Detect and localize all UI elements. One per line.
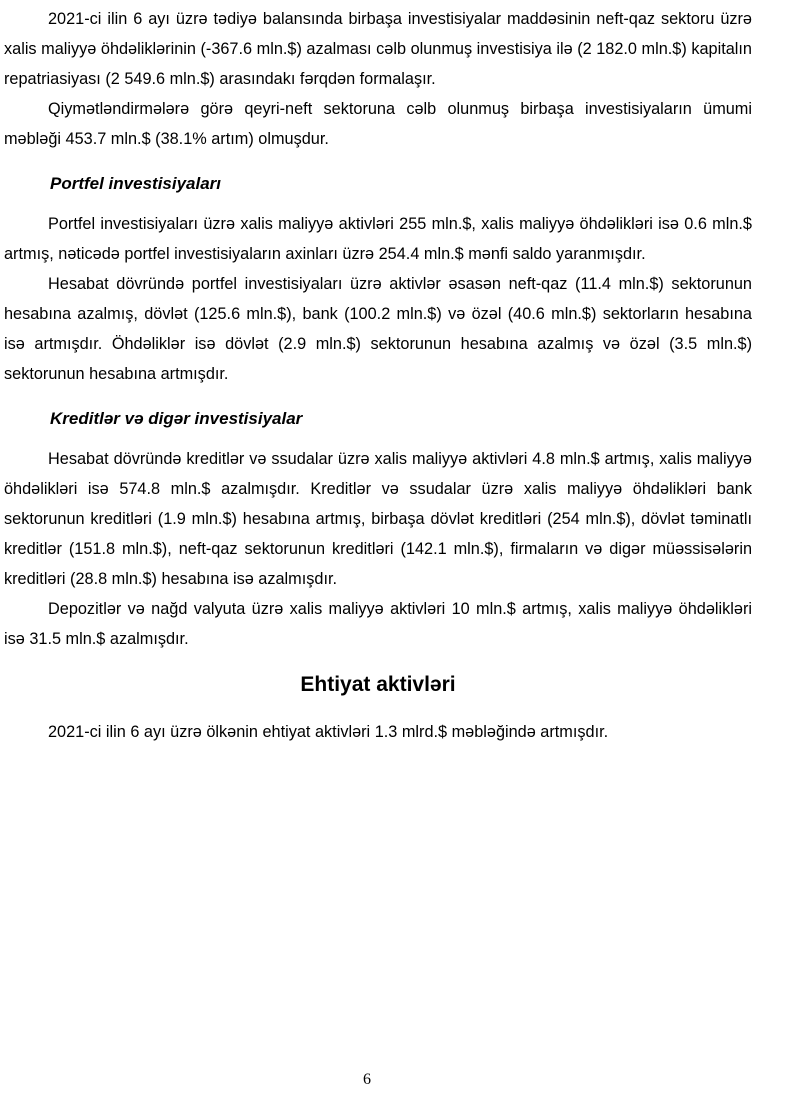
paragraph-reserve-assets: 2021-ci ilin 6 ayı üzrə ölkənin ehtiyat aktivləri 1.3 mlrd.$ məbləğində artmışdır.	[48, 723, 609, 741]
document-text-block	[4, 4, 752, 747]
paragraph-deposits-cash: Depozitlər və nağd valyuta üzrə xalis maliyyə aktivləri 10 mln.$ artmış, xalis maliyyə öhdəlikləri isə 31.5 mln.$ azalmışdır.	[4, 600, 752, 648]
heading-portfolio-investments: Portfel investisiyaları	[50, 174, 222, 193]
heading-reserve-assets: Ehtiyat aktivləri	[300, 673, 456, 696]
paragraph-credits-loans: Hesabat dövründə kreditlər və ssudalar üzrə xalis maliyyə aktivləri 4.8 mln.$ artmış, xalis maliyyə öhdəlikləri isə 574.8 mln.$ azalmışdır. Kreditlər və ssudalar üzrə xalis maliyyə öhdəlikləri bank sektorunun kreditləri (1.9 mln.$) hesabına artmış, birbaşa dövlət kreditləri (254 mln.$), dövlət təminatlı kreditlər (151.8 mln.$), neft-qaz sektorunun kreditləri (142.1 mln.$), firmaların və digər müəssisələrin kreditləri (28.8 mln.$) hesabına isə azalmışdır.	[4, 450, 752, 588]
paragraph-portfolio-assets-liabilities: Hesabat dövründə portfel investisiyaları üzrə aktivlər əsasən neft-qaz (11.4 mln.$) sektorunun hesabına azalmış, dövlət (125.6 mln.$), bank (100.2 mln.$) və özəl (40.6 mln.$) sektorların hesabına isə artmışdır. Öhdəliklər isə dövlət (2.9 mln.$) sektorunun hesabına azalmış və özəl (3.5 mln.$) sektorunun hesabına artmışdır.	[4, 275, 752, 383]
paragraph-portfolio-flows: Portfel investisiyaları üzrə xalis maliyyə aktivləri 255 mln.$, xalis maliyyə öhdəlikləri isə 0.6 mln.$ artmış, nəticədə portfel investisiyaların axinları üzrə 254.4 mln.$ mənfi saldo yaranmışdır.	[4, 215, 752, 263]
page-number: 6	[363, 1071, 371, 1088]
paragraph-direct-investments-balance: 2021-ci ilin 6 ayı üzrə tədiyə balansında birbaşa investisiyalar maddəsinin neft-qaz sektoru üzrə xalis maliyyə öhdəliklərinin (-367.6 mln.$) azalması cəlb olunmuş investisiya ilə (2 182.0 mln.$) kapitalın repatriasiyası (2 549.6 mln.$) arasındakı fərqdən formalaşır.	[4, 10, 752, 88]
paragraph-non-oil-investments: Qiymətləndirmələrə görə qeyri-neft sektoruna cəlb olunmuş birbaşa investisiyaların ümumi məbləği 453.7 mln.$ (38.1% artım) olmuşdur.	[4, 100, 752, 148]
heading-credits-other-investments: Kreditlər və digər investisiyalar	[50, 409, 303, 428]
